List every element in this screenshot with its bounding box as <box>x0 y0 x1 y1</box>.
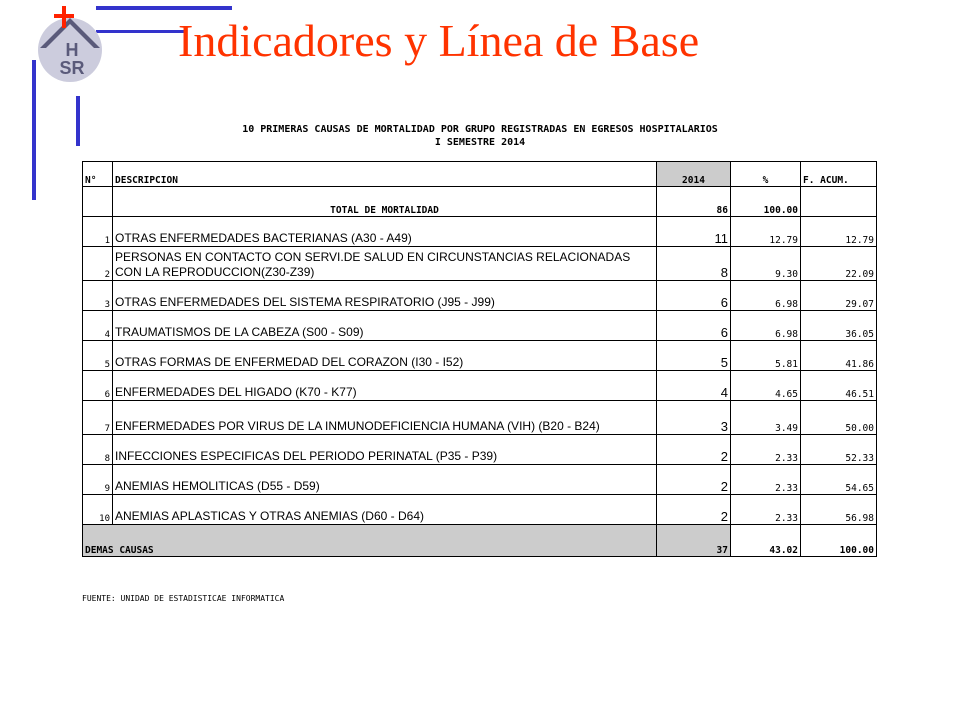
header-no: N° <box>83 162 113 187</box>
row-description: OTRAS ENFERMEDADES BACTERIANAS (A30 - A49) <box>113 217 657 247</box>
table-row <box>83 217 877 247</box>
row-cumulative: 50.00 <box>801 401 877 435</box>
table-title-line2: I SEMESTRE 2014 <box>434 137 526 148</box>
row-percent: 2.33 <box>731 435 801 465</box>
table-row <box>83 401 877 435</box>
demas-pct: 43.02 <box>731 525 801 557</box>
total-value: 86 <box>657 187 731 217</box>
table-header-row <box>83 162 877 187</box>
row-cumulative: 41.86 <box>801 341 877 371</box>
row-description: ENFERMEDADES DEL HIGADO (K70 - K77) <box>113 371 657 401</box>
table-row <box>83 281 877 311</box>
row-number: 10 <box>83 495 113 525</box>
row-percent: 4.65 <box>731 371 801 401</box>
mortality-table <box>82 161 877 557</box>
row-description: ENFERMEDADES POR VIRUS DE LA INMUNODEFICIENCIA HUMANA (VIH) (B20 - B24) <box>113 401 657 435</box>
row-number: 6 <box>83 371 113 401</box>
total-row <box>83 187 877 217</box>
row-number: 9 <box>83 465 113 495</box>
row-description: PERSONAS EN CONTACTO CON SERVI.DE SALUD EN CIRCUNSTANCIAS RELACIONADAS CON LA REPRODUCCION(Z30-Z39) <box>113 247 657 281</box>
header-acum: F. ACUM. <box>801 162 877 187</box>
row-percent: 6.98 <box>731 311 801 341</box>
row-value: 5 <box>657 341 731 371</box>
row-value: 8 <box>657 247 731 281</box>
decorative-line-left-short <box>76 96 80 146</box>
table-row <box>83 435 877 465</box>
demas-label: DEMAS CAUSAS <box>83 525 657 557</box>
row-percent: 12.79 <box>731 217 801 247</box>
table-row <box>83 465 877 495</box>
decorative-line-top <box>96 6 232 10</box>
row-percent: 6.98 <box>731 281 801 311</box>
hsr-logo <box>26 4 116 84</box>
row-number: 4 <box>83 311 113 341</box>
row-number: 3 <box>83 281 113 311</box>
row-cumulative: 46.51 <box>801 371 877 401</box>
row-cumulative: 22.09 <box>801 247 877 281</box>
row-value: 2 <box>657 435 731 465</box>
row-description: INFECCIONES ESPECIFICAS DEL PERIODO PERINATAL (P35 - P39) <box>113 435 657 465</box>
source-note: FUENTE: UNIDAD DE ESTADISTICAE INFORMATICA <box>82 594 285 603</box>
row-cumulative: 29.07 <box>801 281 877 311</box>
table-title-line1: 10 PRIMERAS CAUSAS DE MORTALIDAD POR GRUPO REGISTRADAS EN EGRESOS HOSPITALARIOS <box>242 124 718 135</box>
header-year: 2014 <box>657 162 731 187</box>
demas-value: 37 <box>657 525 731 557</box>
row-percent: 2.33 <box>731 465 801 495</box>
total-pct: 100.00 <box>731 187 801 217</box>
row-description: ANEMIAS HEMOLITICAS (D55 - D59) <box>113 465 657 495</box>
row-cumulative: 52.33 <box>801 435 877 465</box>
total-label: TOTAL DE MORTALIDAD <box>113 187 657 217</box>
row-description: TRAUMATISMOS DE LA CABEZA (S00 - S09) <box>113 311 657 341</box>
row-description: OTRAS FORMAS DE ENFERMEDAD DEL CORAZON (I30 - I52) <box>113 341 657 371</box>
row-cumulative: 36.05 <box>801 311 877 341</box>
row-value: 3 <box>657 401 731 435</box>
row-value: 6 <box>657 311 731 341</box>
row-number: 7 <box>83 401 113 435</box>
row-number: 1 <box>83 217 113 247</box>
table-body <box>83 217 877 525</box>
table-row <box>83 371 877 401</box>
table-row <box>83 247 877 281</box>
table-row <box>83 341 877 371</box>
header-pct: % <box>731 162 801 187</box>
demas-acum: 100.00 <box>801 525 877 557</box>
row-number: 2 <box>83 247 113 281</box>
row-value: 11 <box>657 217 731 247</box>
table-row <box>83 495 877 525</box>
row-value: 2 <box>657 495 731 525</box>
row-cumulative: 56.98 <box>801 495 877 525</box>
row-cumulative: 54.65 <box>801 465 877 495</box>
row-percent: 5.81 <box>731 341 801 371</box>
row-percent: 9.30 <box>731 247 801 281</box>
row-number: 8 <box>83 435 113 465</box>
svg-text:SR: SR <box>59 58 85 78</box>
table-title <box>82 123 878 149</box>
table-row <box>83 311 877 341</box>
svg-text:H: H <box>65 40 79 60</box>
row-value: 2 <box>657 465 731 495</box>
row-description: ANEMIAS APLASTICAS Y OTRAS ANEMIAS (D60 - D64) <box>113 495 657 525</box>
row-cumulative: 12.79 <box>801 217 877 247</box>
demas-row <box>83 525 877 557</box>
row-value: 4 <box>657 371 731 401</box>
row-description: OTRAS ENFERMEDADES DEL SISTEMA RESPIRATORIO (J95 - J99) <box>113 281 657 311</box>
row-number: 5 <box>83 341 113 371</box>
header-desc: DESCRIPCION <box>113 162 657 187</box>
row-percent: 2.33 <box>731 495 801 525</box>
slide-title: Indicadores y Línea de Base <box>178 15 700 66</box>
row-percent: 3.49 <box>731 401 801 435</box>
row-value: 6 <box>657 281 731 311</box>
